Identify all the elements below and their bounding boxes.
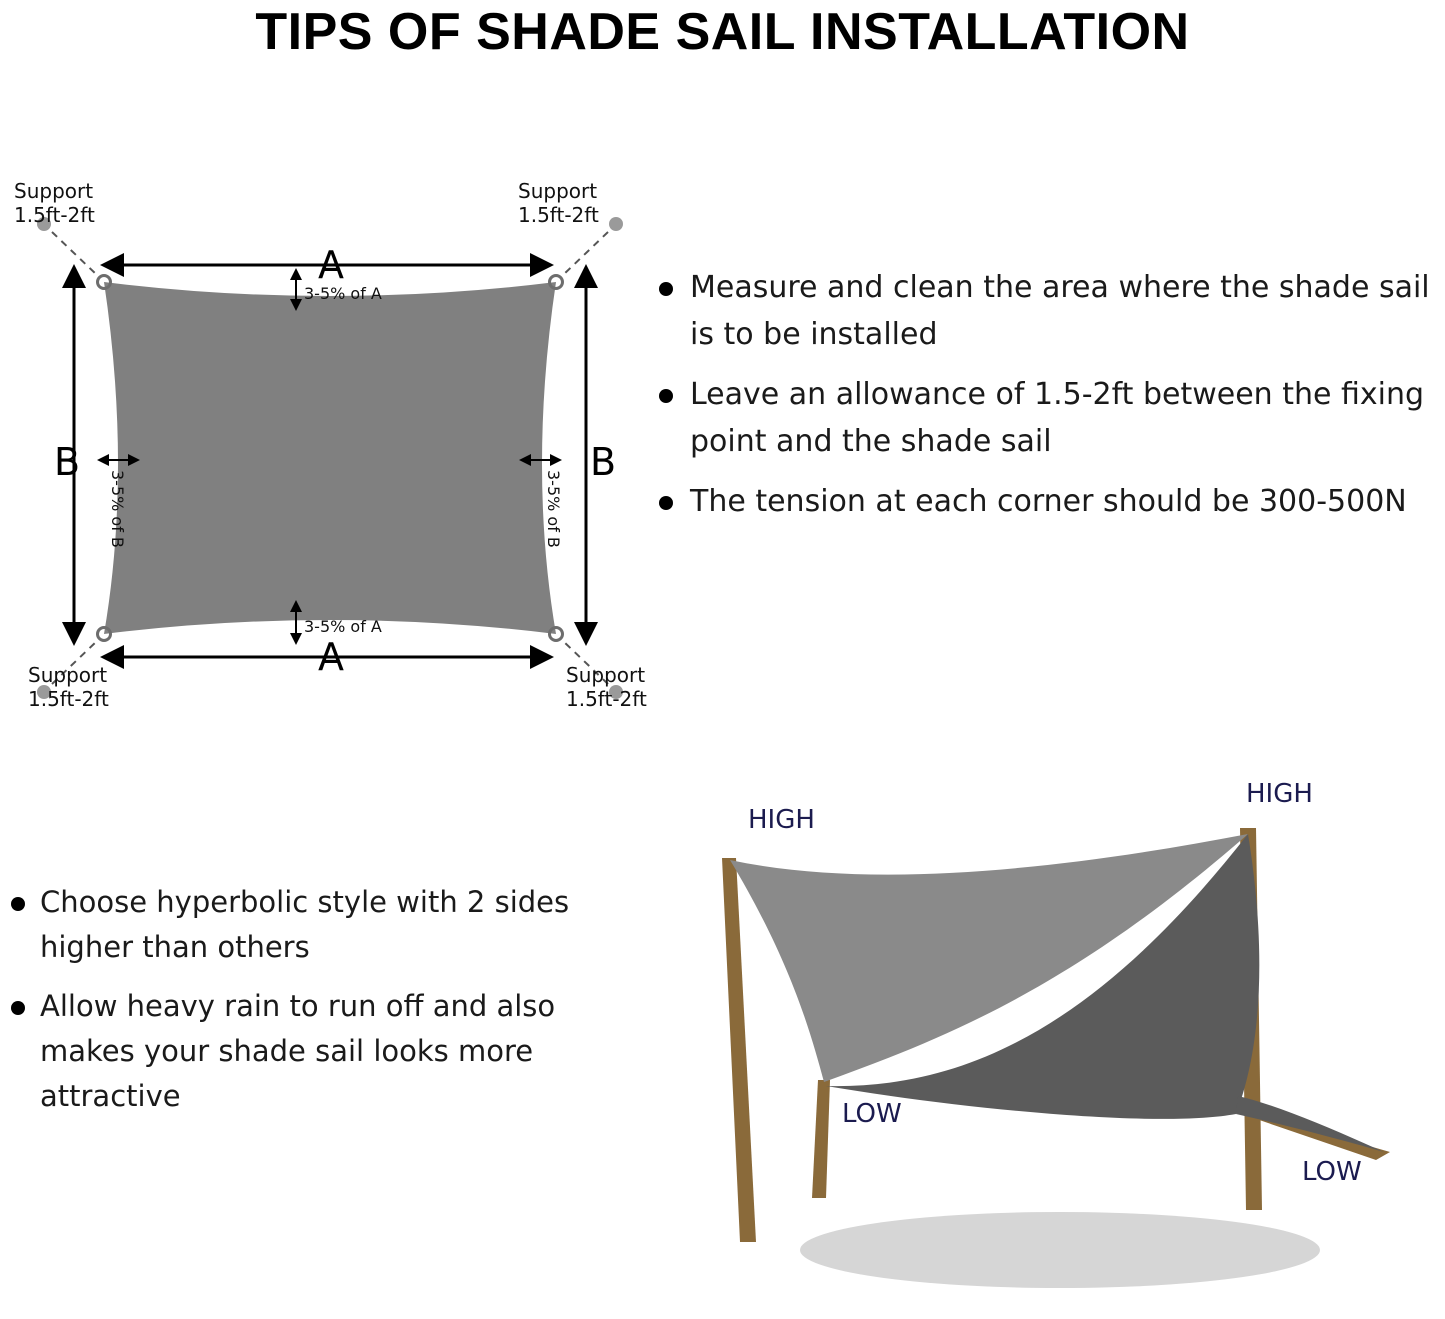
sail-shape	[104, 282, 556, 634]
installation-tips-list-bottom	[0, 880, 625, 1133]
support-label-bottom-right-line1: Support	[566, 663, 646, 687]
post-high-left	[722, 858, 756, 1242]
support-label-bottom-left-line1: Support	[28, 663, 108, 687]
dimension-label-a-bottom: A	[318, 635, 344, 679]
hyperbolic-sail-diagram	[640, 780, 1445, 1319]
post-low-left	[812, 1080, 830, 1198]
list-item: Leave an allowance of 1.5-2ft between the fixing point and the shade sail	[648, 372, 1445, 465]
label-low-right: LOW	[1302, 1157, 1362, 1187]
rectangular-sail-diagram	[0, 160, 660, 740]
support-label-top-left-line2: 1.5ft-2ft	[14, 203, 95, 227]
support-label-top-right-line2: 1.5ft-2ft	[518, 203, 599, 227]
support-label-bottom-left-line2: 1.5ft-2ft	[28, 687, 109, 711]
dimension-label-b-left: B	[54, 440, 81, 484]
curve-label-left: 3-5% of B	[108, 470, 127, 548]
support-label-bottom-right-line2: 1.5ft-2ft	[566, 687, 647, 711]
support-label-top-right-line1: Support	[518, 179, 598, 203]
page-title: TIPS OF SHADE SAIL INSTALLATION	[255, 3, 1190, 61]
label-low-left: LOW	[842, 1099, 902, 1129]
list-item: Choose hyperbolic style with 2 sides higher than others	[0, 880, 625, 970]
dimension-label-a-top: A	[318, 243, 344, 287]
curve-label-bottom: 3-5% of A	[304, 617, 382, 636]
label-high-left: HIGH	[748, 805, 815, 835]
dimension-label-b-right: B	[590, 440, 617, 484]
support-label-top-left-line1: Support	[14, 179, 94, 203]
ground-shadow	[800, 1212, 1320, 1288]
installation-tips-list-top	[648, 265, 1445, 540]
list-item: Allow heavy rain to run off and also makes your shade sail looks more attractive	[0, 984, 625, 1119]
label-high-right: HIGH	[1246, 780, 1313, 809]
list-item: The tension at each corner should be 300-500N	[648, 479, 1445, 526]
support-point-top-right	[609, 217, 623, 231]
curve-label-top: 3-5% of A	[304, 284, 382, 303]
curve-label-right: 3-5% of B	[544, 470, 563, 548]
list-item: Measure and clean the area where the shade sail is to be installed	[648, 265, 1445, 358]
